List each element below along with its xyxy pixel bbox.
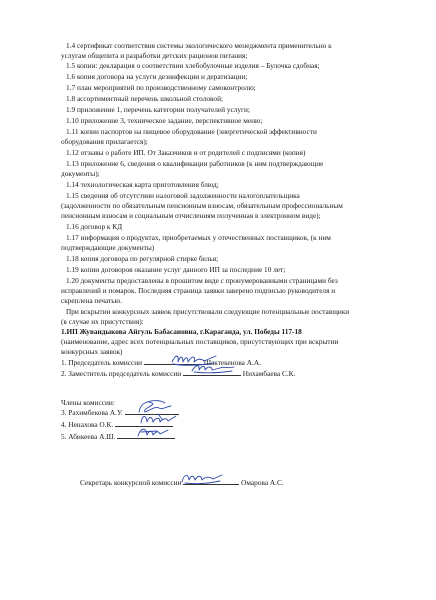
list-line: документы); — [61, 169, 100, 178]
supplier-note: (наименование, адрес всех потенциальных поставщиков, присутствующих при вскрытии — [61, 337, 339, 346]
list-line: (задолженности по обязательным пенсионным взносам, обязательным профессиональным — [61, 201, 343, 210]
deputy-name: Нихамбаева С.К. — [242, 369, 296, 378]
members-title: Члены комиссии: — [61, 398, 115, 407]
list-line: 1.19 копии договоров оказание услуг данного ИП за последние 10 лет; — [66, 265, 286, 274]
list-line: 1.12 отзывы о работе ИП. От Заказчиков и от родителей с подписями (копия) — [66, 148, 306, 157]
member-row — [61, 408, 401, 417]
list-line: пенсионным взносам и социальным отчислениям полученная в электронном виде); — [61, 211, 321, 220]
attendance-intro: При вскрытии конкурсных заявок присутствовали следующие потенциальные поставщики — [66, 307, 350, 316]
member-row — [61, 432, 401, 441]
deputy-signature-icon — [190, 361, 238, 375]
member-row — [61, 420, 401, 429]
signature-line — [183, 375, 241, 376]
member-name: 3. Рахимбекова А.У. — [61, 408, 123, 417]
supplier-name: 1.ИП Жуванды​кова Айгуль Бабасановна, г.Караганда, ул. Победы 117-18 — [61, 327, 302, 336]
list-line: 1.20 документы предоставлены в прошитом виде с пронумерованными страницами без — [66, 276, 338, 285]
secretary-label: Секретарь конкурсной комиссии — [80, 478, 182, 487]
supplier-note: конкурсных заявок) — [61, 347, 123, 356]
list-line: 1.15 сведения об отсутствии налоговой задолженности налогоплательщика — [66, 191, 300, 200]
chair-label: 1. Председатель комиссии — [61, 358, 143, 367]
list-line: подтверждающие документы) — [61, 243, 155, 252]
list-line: 1.5 копии: декларация о соответствии хлебобулочные изделия – Булочка сдобная; — [66, 61, 320, 70]
list-line: 1.8 ассортиментный перечень школьной столовой; — [66, 94, 224, 103]
list-line: 1.6 копия договора на услуги дезинфекции и дератизации; — [66, 72, 248, 81]
secretary-row — [80, 478, 420, 487]
member-name: 5. Абикеева А.Ш. — [61, 432, 116, 441]
member-name: 4. Ненахова О.К. — [61, 420, 114, 429]
deputy-label: 2. Заместитель председатель комиссии — [61, 369, 182, 378]
list-line: 1.17 информация о продуктах, приобретаемых у отечественных поставщиков, (к ним — [66, 233, 331, 242]
list-line: 1.13 приложение 6, сведения о квалификации работников (к ним подтверждающие — [66, 159, 324, 168]
list-line: 1.7 план мероприятий по производственному самоконтролю; — [66, 83, 256, 92]
secretary-signature-icon — [180, 470, 224, 486]
list-line: 1.18 копия договора по регулярной стирке белья; — [66, 254, 219, 263]
list-line: услугам общепита и разработки детских рационов питания; — [61, 51, 248, 60]
secretary-name: Омарова А.С. — [241, 478, 284, 487]
list-line: 1.4 сертификат соответствия системы экологического менеджмента применительно к — [66, 41, 332, 50]
list-line: оборудования прилагается); — [61, 137, 148, 146]
member-signature-icon — [135, 424, 171, 440]
list-line: 1.9 приложение 1, перечень категории получателей услуги; — [66, 105, 250, 114]
chair-name: Шактекенова А.А. — [203, 358, 261, 367]
list-line: 1.16 договор к КД — [66, 222, 123, 231]
attendance-intro: (в случае их присутствия): — [61, 317, 144, 326]
list-line: 1.14 технологическая карта приготовления блюд; — [66, 180, 219, 189]
list-line: скреплена печатью. — [61, 296, 122, 305]
list-line: исправлений и помарок. Последняя страница заявки заверено подписью руководителя и — [61, 286, 336, 295]
list-line: 1.11 копии паспортов на пищевое оборудование (энергетической эффективности — [66, 127, 317, 136]
list-line: 1.10 приложение 3, техническое задание, перспективное меню; — [66, 116, 263, 125]
